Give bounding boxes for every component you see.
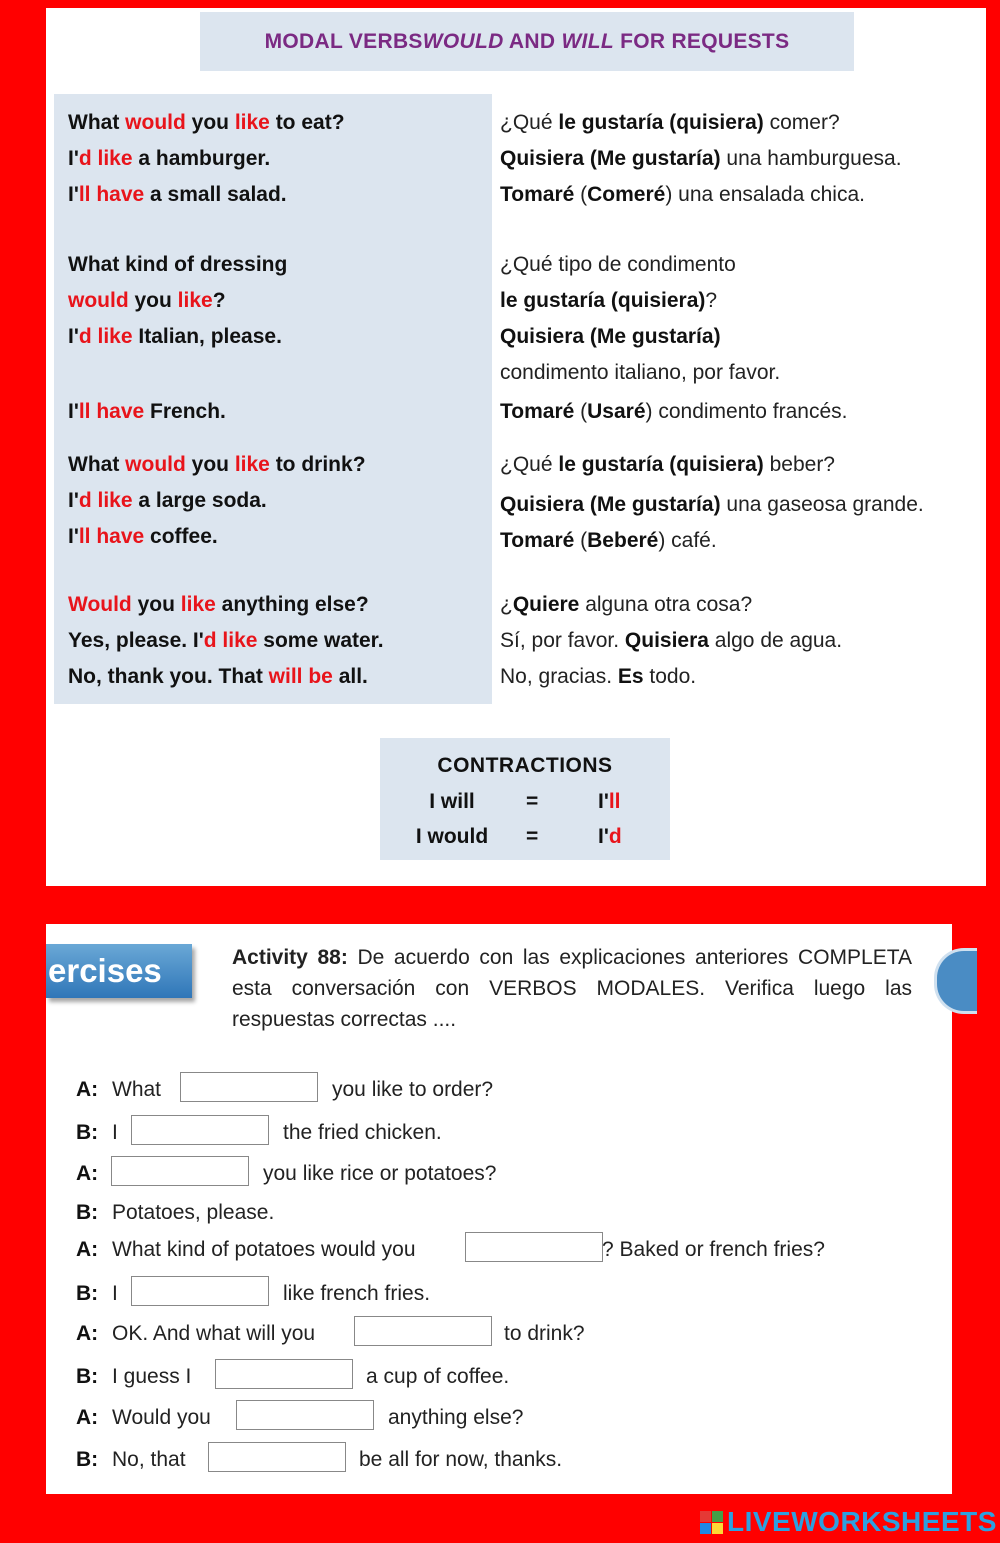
spanish-line: Tomaré (Beberé) café.	[500, 529, 717, 552]
next-button[interactable]	[934, 948, 977, 1014]
logo-square	[700, 1523, 711, 1534]
activity-text: De acuerdo con las explicaciones anteriores COMPLETA esta conversación con VERBOS MODALES. Verifica luego las respuestas correctas ....	[232, 946, 912, 1031]
activity-instructions	[232, 942, 912, 1035]
logo-square	[700, 1511, 711, 1522]
english-line: I'll have a small salad.	[68, 183, 287, 206]
lesson-panel	[46, 8, 986, 886]
answer-input-1[interactable]	[180, 1072, 318, 1102]
english-line: Would you like anything else?	[68, 593, 369, 616]
english-line: Yes, please. I'd like some water.	[68, 629, 384, 652]
contractions-header: CONTRACTIONS	[437, 754, 613, 777]
contraction-short: I'll	[598, 790, 621, 813]
contraction-full: I will	[429, 790, 475, 813]
spanish-line: ¿Qué le gustaría (quisiera) beber?	[500, 453, 835, 476]
title-and: AND	[503, 29, 562, 53]
english-line: I'll have French.	[68, 400, 226, 423]
answer-input-4[interactable]	[465, 1232, 603, 1262]
answer-input-6[interactable]	[354, 1316, 492, 1346]
contraction-full: I would	[415, 825, 489, 848]
spanish-line: condimento italiano, por favor.	[500, 361, 781, 384]
liveworksheets-logo[interactable]	[700, 1506, 997, 1538]
spanish-line: Quisiera (Me gustaría) una hamburguesa.	[500, 147, 902, 170]
spanish-line: le gustaría (quisiera)?	[500, 289, 718, 312]
contractions-box	[380, 738, 670, 860]
spanish-line: Tomaré (Usaré) condimento francés.	[500, 400, 848, 423]
english-line: I'd like a large soda.	[68, 489, 267, 512]
spanish-line: ¿Qué tipo de condimento	[500, 253, 736, 276]
spanish-line: Quisiera (Me gustaría)	[500, 325, 721, 348]
english-line: would you like?	[68, 289, 226, 312]
logo-square	[712, 1511, 723, 1522]
answer-input-9[interactable]	[208, 1442, 346, 1472]
title-would: WOULD	[422, 29, 504, 53]
answer-input-5[interactable]	[131, 1276, 269, 1306]
english-line: I'd like a hamburger.	[68, 147, 271, 170]
answer-input-3[interactable]	[111, 1156, 249, 1186]
english-line: What would you like to drink?	[68, 453, 366, 476]
exercises-tab: ercises	[46, 944, 192, 998]
page-title	[200, 12, 854, 71]
spanish-line: Tomaré (Comeré) una ensalada chica.	[500, 183, 865, 206]
exercise-panel: ercises Activity 88: De acuerdo con las explicaciones anteriores COMPLETA esta conversación con VERBOS MODALES. Verifica luego las respuestas correctas .... A: What you like to order? B: I the fried chicken. A: you like rice or potatoes? B: Potatoes, please. A: What kind of potatoes would you ? Baked or french fries? B: I like french fries. A: OK. And what will you to drink? B: I guess I a cup of coffee. A: Would you anything else? B: No, that be all for now, thanks.	[46, 924, 952, 1494]
answer-input-7[interactable]	[215, 1359, 353, 1389]
english-line: No, thank you. That will be all.	[68, 665, 368, 688]
english-line: I'd like Italian, please.	[68, 325, 282, 348]
spanish-line: Quisiera (Me gustaría) una gaseosa grande.	[500, 493, 924, 516]
spanish-line: ¿Quiere alguna otra cosa?	[500, 593, 753, 616]
activity-label: Activity 88:	[232, 946, 348, 969]
spanish-line: ¿Qué le gustaría (quisiera) comer?	[500, 111, 840, 134]
spanish-line: Sí, por favor. Quisiera algo de agua.	[500, 629, 843, 652]
contraction-equals: =	[526, 825, 539, 848]
english-line: What would you like to eat?	[68, 111, 345, 134]
english-line: I'll have coffee.	[68, 525, 218, 548]
title-will: WILL	[561, 29, 614, 53]
spanish-line: No, gracias. Es todo.	[500, 665, 697, 688]
answer-input-8[interactable]	[236, 1400, 374, 1430]
title-part: FOR REQUESTS	[613, 29, 790, 53]
logo-text: LIVEWORKSHEETS	[727, 1506, 997, 1537]
english-line: What kind of dressing	[68, 253, 288, 276]
title-part: MODAL VERBS	[264, 29, 423, 53]
logo-squares-icon	[700, 1511, 723, 1534]
contraction-equals: =	[526, 790, 539, 813]
logo-square	[712, 1523, 723, 1534]
answer-input-2[interactable]	[131, 1115, 269, 1145]
contraction-short: I'd	[598, 825, 622, 848]
